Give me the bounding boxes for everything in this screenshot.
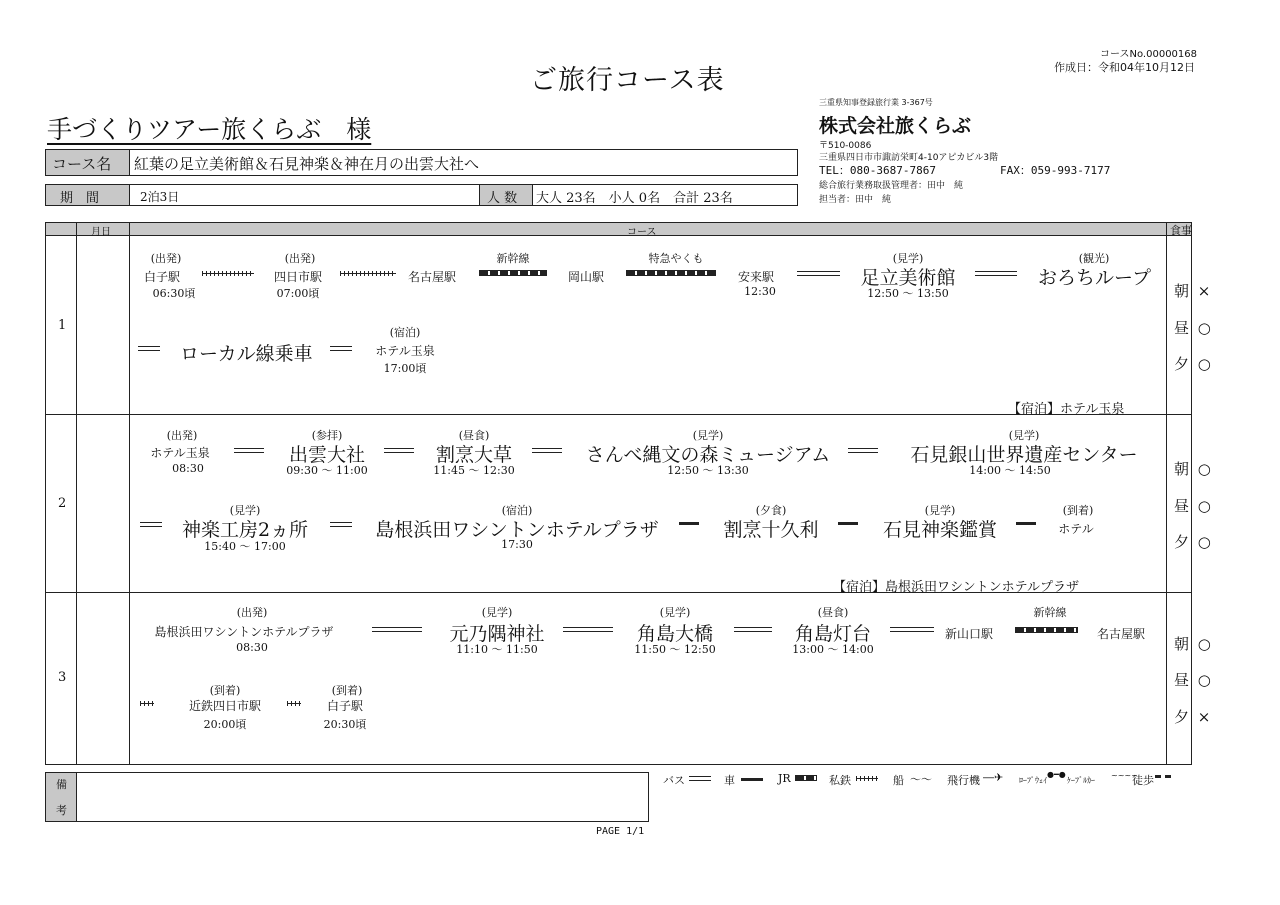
meal-breakfast: 朝 ○ bbox=[1174, 635, 1213, 653]
item-time: 09:30 ～ 11:00 bbox=[286, 464, 368, 477]
col-meal: 食事 bbox=[1170, 224, 1192, 237]
walk-dash bbox=[1155, 775, 1161, 778]
transport-label: 新幹線 bbox=[1033, 606, 1067, 619]
ropeway-icon: ●━● bbox=[1047, 770, 1066, 779]
item-name: 足立美術館 bbox=[860, 267, 956, 289]
bus-line bbox=[330, 522, 352, 527]
private-rail-line bbox=[340, 271, 396, 276]
item-time: 14:00 ～ 14:50 bbox=[969, 464, 1051, 477]
item-time: 11:50 ～ 12:50 bbox=[634, 643, 716, 656]
car-line bbox=[1016, 522, 1036, 525]
legend-plane: 飛行機 bbox=[947, 774, 980, 787]
remarks-label: 備 bbox=[56, 778, 67, 791]
item-time: 20:30頃 bbox=[323, 718, 367, 731]
meal-breakfast: 朝 × bbox=[1174, 282, 1213, 300]
legend-private-rail: 私鉄 bbox=[829, 774, 851, 787]
item-name: ローカル線乗車 bbox=[180, 343, 313, 365]
col-date: 月日 bbox=[91, 227, 111, 238]
item-time: 11:45 ～ 12:30 bbox=[433, 464, 515, 477]
jr-line bbox=[479, 270, 547, 276]
day-number: 3 bbox=[58, 670, 67, 685]
item-name: 割烹十久利 bbox=[723, 519, 819, 541]
item-name: 岡山駅 bbox=[568, 270, 605, 284]
agency-postal: 〒510-0086 bbox=[819, 141, 872, 151]
item-tag: (出発) bbox=[236, 606, 268, 619]
item-tag: (宿泊) bbox=[501, 504, 533, 517]
legend-walk: 徒歩 bbox=[1132, 774, 1154, 787]
col-course: コース bbox=[627, 227, 657, 238]
item-tag: (参拝) bbox=[311, 429, 343, 442]
customer-name: 手づくりツアー旅くらぶ 様 bbox=[47, 115, 372, 144]
lodging-note: 【宿泊】島根浜田ワシントンホテルプラザ bbox=[833, 580, 1080, 595]
item-tag: (見学) bbox=[659, 606, 691, 619]
item-name: 安来駅 bbox=[738, 270, 775, 284]
table-header-row bbox=[45, 222, 1192, 236]
item-name: 四日市駅 bbox=[273, 270, 323, 284]
meal-dinner: 夕 ○ bbox=[1174, 355, 1213, 373]
item-name: 石見銀山世界遺産センター bbox=[910, 444, 1138, 466]
item-time: 17:30 bbox=[501, 538, 533, 551]
bus-line bbox=[532, 448, 562, 453]
item-time: 12:50 ～ 13:30 bbox=[667, 464, 749, 477]
jr-line bbox=[1015, 627, 1078, 633]
item-time: 07:00頃 bbox=[276, 287, 320, 300]
item-name: 角島灯台 bbox=[794, 623, 872, 645]
period-value: 2泊3日 bbox=[140, 190, 180, 204]
people-label: 人 数 bbox=[487, 191, 518, 206]
item-tag: (観光) bbox=[1078, 252, 1110, 265]
legend-ropeway: ﾛｰﾌﾟｳｪｲ bbox=[1019, 776, 1047, 785]
car-line bbox=[741, 778, 763, 781]
item-time: 15:40 ～ 17:00 bbox=[204, 540, 286, 553]
item-name: 角島大橋 bbox=[636, 623, 714, 645]
item-time: 13:00 ～ 14:00 bbox=[792, 643, 874, 656]
item-tag: (見学) bbox=[892, 252, 924, 265]
bus-line bbox=[140, 522, 162, 527]
transport-label: 新幹線 bbox=[496, 252, 530, 265]
meal-lunch: 昼 ○ bbox=[1174, 497, 1213, 515]
page-number: PAGE 1/1 bbox=[596, 826, 645, 837]
agency-fax: FAX：059-993-7177 bbox=[1000, 164, 1111, 177]
bus-line bbox=[330, 346, 352, 351]
item-tag: (夕食) bbox=[755, 504, 787, 517]
page-title: ご旅行コース表 bbox=[530, 65, 725, 96]
private-rail-line bbox=[856, 776, 878, 781]
item-name: 近鉄四日市駅 bbox=[188, 699, 262, 713]
item-tag: (昼食) bbox=[817, 606, 849, 619]
item-tag: (宿泊) bbox=[389, 326, 421, 339]
course-name: 紅葉の足立美術館＆石見神楽＆神在月の出雲大社へ bbox=[134, 155, 480, 173]
item-tag: (見学) bbox=[692, 429, 724, 442]
item-name: 島根浜田ワシントンホテルプラザ bbox=[375, 519, 659, 541]
course-label: コース名 bbox=[52, 155, 112, 173]
private-rail-line bbox=[140, 701, 154, 706]
item-tag: (出発) bbox=[150, 252, 182, 265]
item-name: 出雲大社 bbox=[288, 444, 366, 466]
jr-line bbox=[626, 270, 716, 276]
cablecar-icon: ~~~~ bbox=[1111, 771, 1138, 780]
legend-bus: バス bbox=[663, 774, 685, 787]
created-date: 作成日：令和04年10月12日 bbox=[1054, 61, 1195, 74]
bus-line bbox=[975, 271, 1017, 276]
item-tag: (見学) bbox=[924, 504, 956, 517]
item-time: 11:10 ～ 11:50 bbox=[456, 643, 538, 656]
lodging-note: 【宿泊】ホテル玉泉 bbox=[1008, 402, 1125, 417]
item-tag: (見学) bbox=[229, 504, 261, 517]
item-name: 石見神楽鑑賞 bbox=[882, 519, 998, 541]
item-name: おろちループ bbox=[1038, 267, 1152, 289]
item-name: ホテル玉泉 bbox=[375, 344, 435, 358]
item-tag: (昼食) bbox=[458, 429, 490, 442]
agency-manager: 総合旅行業務取扱管理者：田中 純 bbox=[819, 181, 964, 191]
period-label: 期 間 bbox=[60, 191, 100, 206]
bus-line bbox=[890, 627, 934, 632]
day-number: 2 bbox=[58, 496, 67, 511]
item-tag: (見学) bbox=[481, 606, 513, 619]
item-time: 08:30 bbox=[172, 462, 204, 475]
item-name: 名古屋駅 bbox=[408, 270, 457, 284]
legend-jr: JR bbox=[778, 772, 791, 785]
item-time: 17:00頃 bbox=[383, 362, 427, 375]
item-name: 割烹大草 bbox=[435, 444, 513, 466]
plane-icon: ―✈ bbox=[983, 771, 1004, 784]
car-line bbox=[679, 522, 699, 525]
people-value: 大人 23名 小人 0名 合計 23名 bbox=[536, 191, 733, 206]
item-name: 島根浜田ワシントンホテルプラザ bbox=[154, 625, 334, 639]
item-name: ホテル bbox=[1058, 522, 1094, 536]
item-tag: (到着) bbox=[1062, 504, 1094, 517]
bus-line bbox=[372, 627, 422, 632]
remarks-label: 考 bbox=[56, 804, 67, 817]
bus-line bbox=[734, 627, 772, 632]
jr-line bbox=[795, 775, 817, 781]
bus-line bbox=[848, 448, 878, 453]
remarks-box bbox=[45, 772, 649, 822]
wave-icon: ～～ bbox=[910, 773, 932, 786]
agency-name: 株式会社旅くらぶ bbox=[819, 115, 972, 137]
bus-line bbox=[563, 627, 613, 632]
item-tag: (到着) bbox=[331, 684, 363, 697]
item-time: 12:50 ～ 13:50 bbox=[867, 287, 949, 300]
bus-line bbox=[689, 776, 711, 781]
item-time: 08:30 bbox=[236, 641, 268, 654]
item-time: 20:00頃 bbox=[203, 718, 247, 731]
course-number: コースNo.00000168 bbox=[1100, 49, 1197, 60]
item-tag: (出発) bbox=[284, 252, 316, 265]
meal-breakfast: 朝 ○ bbox=[1174, 460, 1213, 478]
item-time: 12:30 bbox=[744, 285, 776, 298]
agency-staff: 担当者：田中 純 bbox=[819, 195, 892, 205]
agency-registration: 三重県知事登録旅行業 3-367号 bbox=[819, 98, 933, 107]
item-name: 新山口駅 bbox=[945, 627, 994, 641]
item-tag: (出発) bbox=[166, 429, 198, 442]
legend-ship: 船 bbox=[893, 774, 904, 787]
meal-dinner: 夕 ○ bbox=[1174, 533, 1213, 551]
item-tag: (見学) bbox=[1008, 429, 1040, 442]
legend-cablecar: ｹｰﾌﾞﾙｶｰ bbox=[1067, 776, 1095, 785]
item-name: さんべ縄文の森ミュージアム bbox=[585, 444, 831, 466]
meal-lunch: 昼 ○ bbox=[1174, 671, 1213, 689]
walk-dash bbox=[1165, 775, 1171, 778]
bus-line bbox=[138, 346, 160, 351]
transport-label: 特急やくも bbox=[648, 252, 704, 265]
car-line bbox=[838, 522, 858, 525]
bus-line bbox=[384, 448, 414, 453]
bus-line bbox=[797, 271, 840, 276]
item-name: 白子駅 bbox=[143, 270, 181, 284]
item-name: 神楽工房2ヵ所 bbox=[181, 519, 309, 541]
meal-lunch: 昼 ○ bbox=[1174, 319, 1213, 337]
meal-dinner: 夕 × bbox=[1174, 708, 1213, 726]
bus-line bbox=[234, 448, 264, 453]
private-rail-line bbox=[287, 701, 301, 706]
item-name: ホテル玉泉 bbox=[150, 446, 210, 460]
legend-car: 車 bbox=[724, 774, 735, 787]
item-name: 白子駅 bbox=[326, 699, 364, 713]
item-name: 元乃隅神社 bbox=[449, 623, 545, 645]
item-name: 名古屋駅 bbox=[1097, 627, 1146, 641]
agency-address: 三重県四日市市諏訪栄町4-10アピカビル3階 bbox=[819, 153, 999, 163]
item-tag: (到着) bbox=[209, 684, 241, 697]
agency-tel: TEL：080-3687-7867 bbox=[819, 164, 936, 177]
item-time: 06:30頃 bbox=[152, 287, 196, 300]
day-number: 1 bbox=[58, 318, 67, 333]
private-rail-line bbox=[202, 271, 254, 276]
